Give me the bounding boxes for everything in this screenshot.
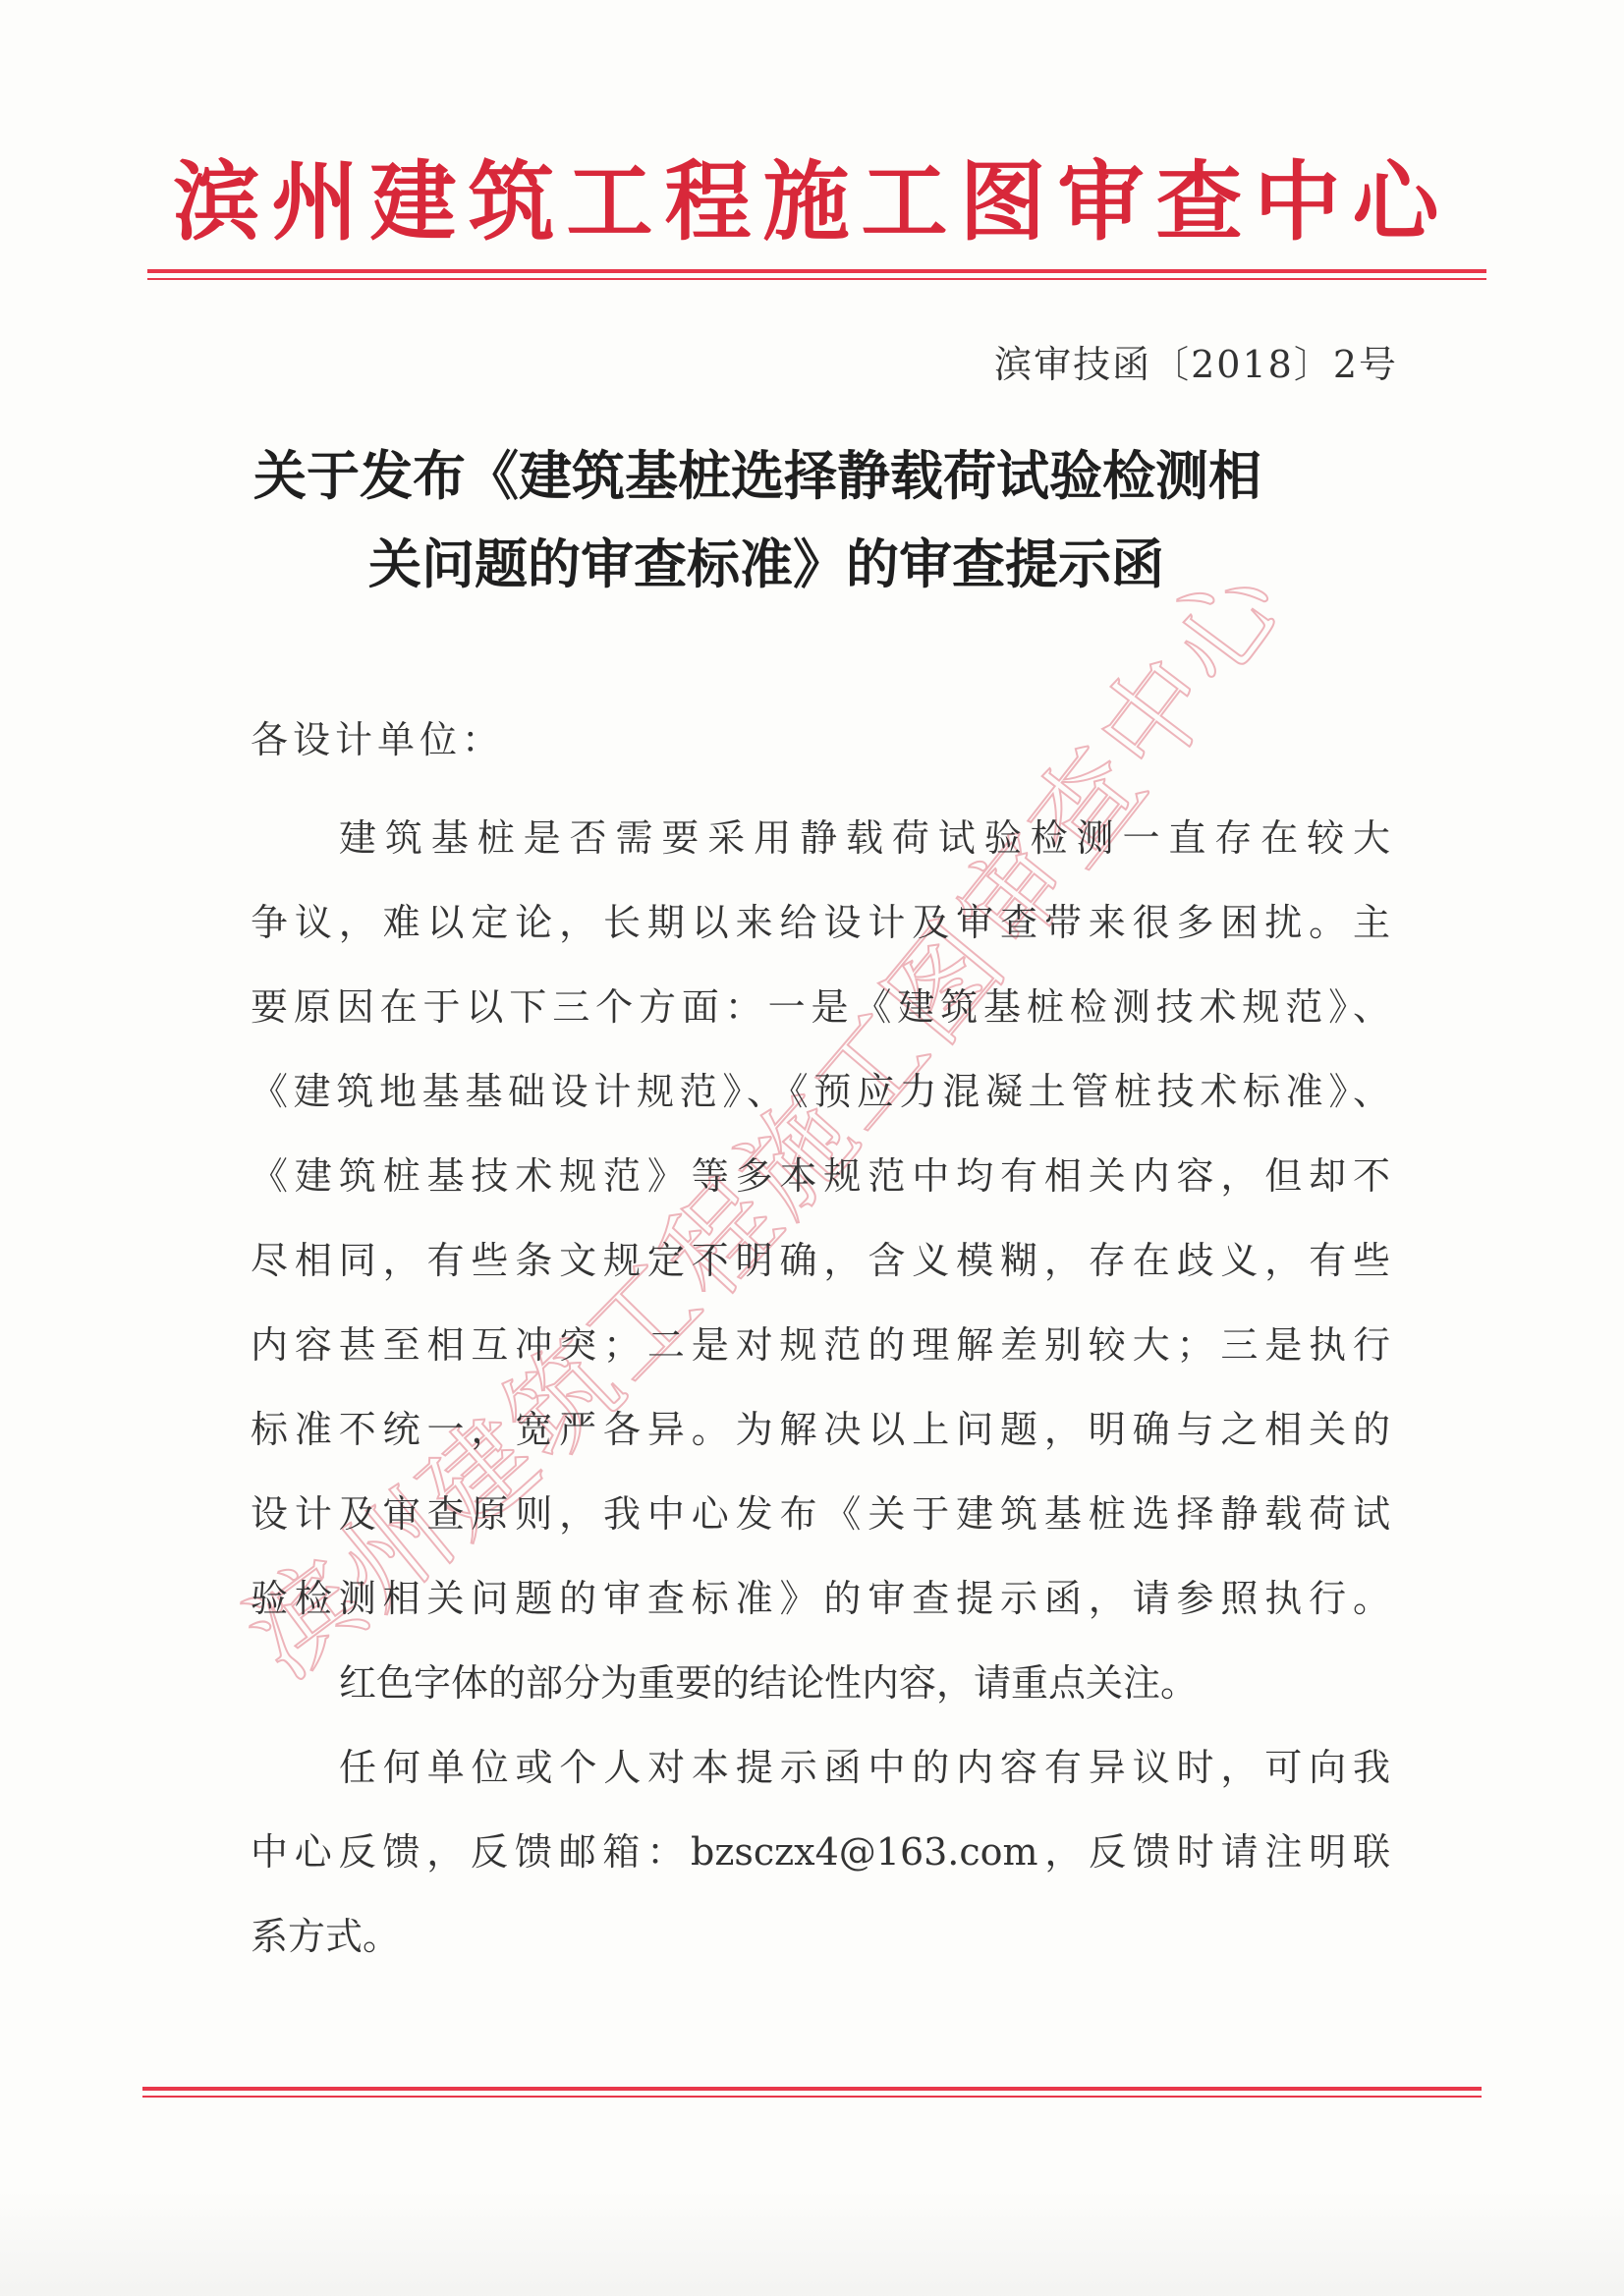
body-line: 建筑基桩是否需要采用静载荷试验检测一直存在较大 xyxy=(339,816,1390,860)
title-line-2: 关问题的审查标准》的审查提示函 xyxy=(368,533,1164,595)
body-line: 系方式。 xyxy=(251,1915,401,1958)
organization-header: 滨州建筑工程施工图审查中心 xyxy=(173,150,1451,252)
body-line: 尽相同，有些条文规定不明确，含义模糊，存在歧义，有些 xyxy=(251,1239,1390,1282)
footer-rule-top xyxy=(142,2087,1482,2091)
body-line: 标准不统一，宽严各异。为解决以上问题，明确与之相关的 xyxy=(251,1408,1390,1451)
body-line: 内容甚至相互冲突；二是对规范的理解差别较大；三是执行 xyxy=(251,1323,1390,1367)
body-text xyxy=(251,796,1390,1979)
body-line: 验检测相关问题的审查标准》的审查提示函，请参照执行。 xyxy=(251,1577,1390,1620)
header-rule-bottom xyxy=(147,278,1486,280)
body-line: 《建筑地基基础设计规范》、《预应力混凝土管桩技术标准》、 xyxy=(251,1070,1390,1113)
title-line-1: 关于发布《建筑基桩选择静载荷试验检测相 xyxy=(253,445,1261,507)
document-number: 滨审技函〔2018〕2号 xyxy=(994,343,1398,386)
svg-text:滨州建筑工程施工图审查中心: 滨州建筑工程施工图审查中心 xyxy=(226,550,1311,1702)
body-line: 争议，难以定论，长期以来给设计及审查带来很多困扰。主 xyxy=(251,901,1390,944)
scan-shading xyxy=(0,2191,1624,2296)
document-title xyxy=(226,432,1405,609)
body-line: 任何单位或个人对本提示函中的内容有异议时，可向我 xyxy=(339,1746,1390,1789)
salutation: 各设计单位： xyxy=(251,718,505,761)
body-line: 红色字体的部分为重要的结论性内容，请重点关注。 xyxy=(339,1661,1199,1705)
body-line: 《建筑桩基技术规范》等多本规范中均有相关内容，但却不 xyxy=(251,1154,1390,1198)
footer-rule-bottom xyxy=(142,2096,1482,2098)
body-line: 设计及审查原则，我中心发布《关于建筑基桩选择静载荷试 xyxy=(251,1492,1390,1536)
body-line: 要原因在于以下三个方面：一是《建筑基桩检测技术规范》、 xyxy=(251,985,1390,1029)
header-rule-top xyxy=(147,269,1486,273)
body-line: 中心反馈，反馈邮箱：bzsczx4@163.com，反馈时请注明联 xyxy=(251,1830,1390,1874)
